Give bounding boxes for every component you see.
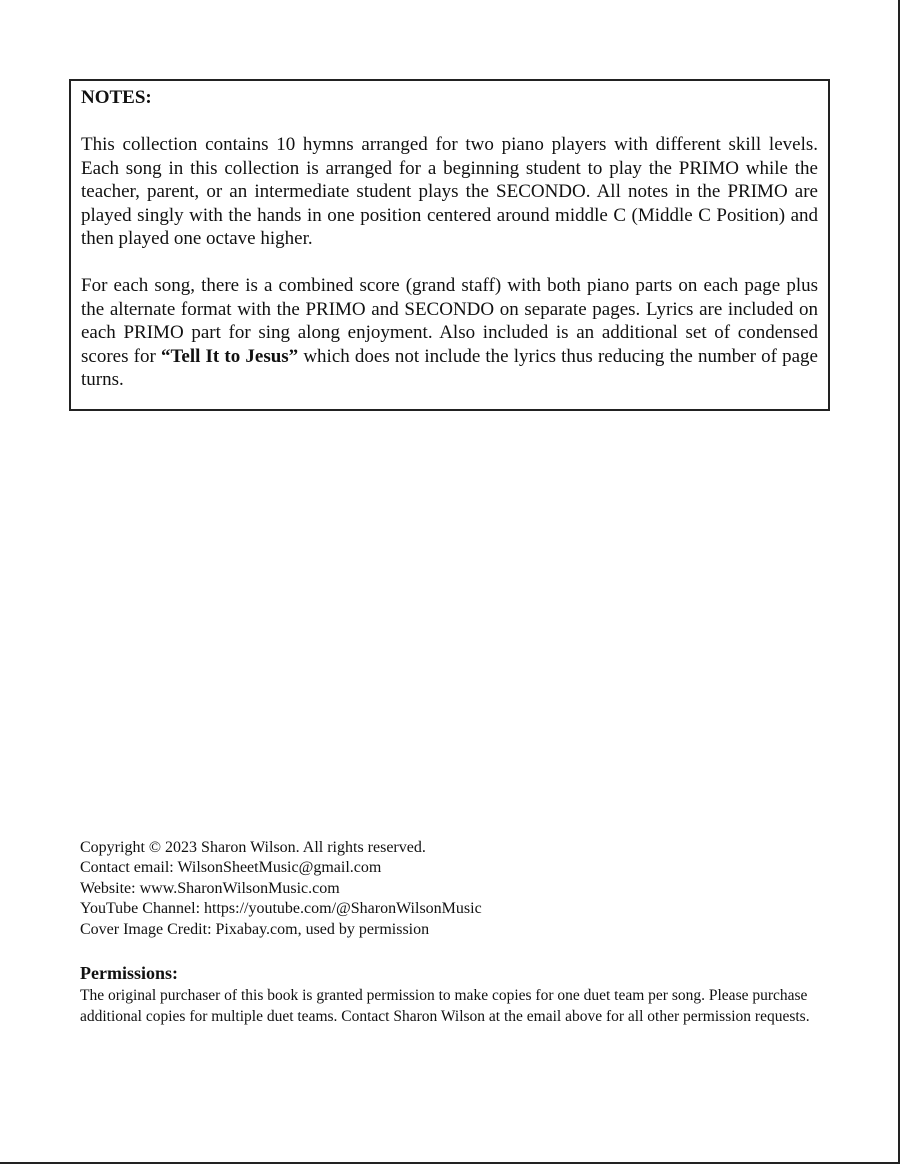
song-title-tell-it-to-jesus: “Tell It to Jesus” xyxy=(160,345,299,367)
website-line: Website: www.SharonWilsonMusic.com xyxy=(80,879,340,897)
permissions-heading: Permissions: xyxy=(80,963,178,983)
notes-paragraph-2-text-after: which does not include the lyrics thus reducing the number of page turns. xyxy=(81,345,818,391)
copyright-info-block xyxy=(80,838,840,940)
youtube-channel-line: YouTube Channel: https://youtube.com/@SharonWilsonMusic xyxy=(80,900,482,918)
cover-image-credit-line: Cover Image Credit: Pixabay.com, used by permission xyxy=(80,920,430,938)
contact-email-line: Contact email: WilsonSheetMusic@gmail.com xyxy=(80,859,382,877)
notes-paragraph-2 xyxy=(81,274,818,392)
notes-paragraph-1: This collection contains 10 hymns arranged for two piano players with different skill levels. Each song in this collection is arranged for a beginning student to play the PRIMO while the teacher, parent, or an intermediate student plays the SECONDO. All notes in the PRIMO are played singly with the hands in one position centered around middle C (Middle C Position) and then played one octave higher. xyxy=(81,134,818,250)
notes-paragraph-2-text-before: For each song, there is a combined score (grand staff) with both piano parts on each page plus the alternate format with the PRIMO and SECONDO on separate pages. Lyrics are included on each PRIMO part for sing along enjoyment. Also included is an additional set of condensed scores for xyxy=(81,274,818,367)
copyright-line: Copyright © 2023 Sharon Wilson. All rights reserved. xyxy=(80,839,426,856)
permissions-text: The original purchaser of this book is granted permission to make copies for one duet team per song. Please purchase additional copies for multiple duet teams. Contact Sharon Wilson at the email above for all other permission requests. xyxy=(80,987,810,1025)
notes-box xyxy=(69,79,830,411)
notes-heading: NOTES: xyxy=(81,87,152,108)
